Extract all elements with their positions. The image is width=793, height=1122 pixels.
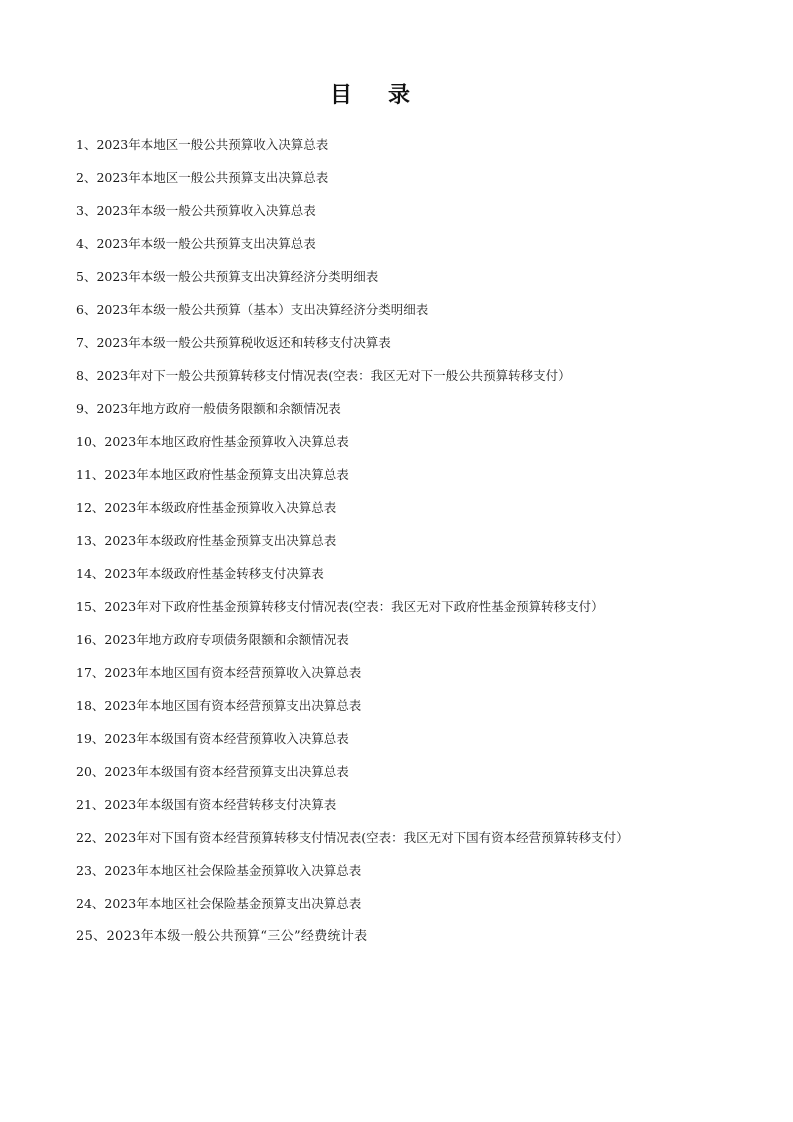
- toc-item: 9、2023年地方政府一般债务限额和余额情况表: [76, 401, 341, 416]
- toc-item: 11、2023年本地区政府性基金预算支出决算总表: [76, 467, 349, 482]
- toc-item: 12、2023年本级政府性基金预算收入决算总表: [76, 500, 337, 515]
- toc-item: 24、2023年本地区社会保险基金预算支出决算总表: [76, 896, 362, 911]
- page-title: [0, 78, 740, 109]
- title-char-1: 目: [329, 83, 352, 108]
- toc-item: 14、2023年本级政府性基金转移支付决算表: [76, 566, 324, 581]
- toc-item: 10、2023年本地区政府性基金预算收入决算总表: [76, 434, 349, 449]
- toc-item: 2、2023年本地区一般公共预算支出决算总表: [76, 170, 329, 185]
- toc-item: 20、2023年本级国有资本经营预算支出决算总表: [76, 764, 349, 779]
- toc-item: 3、2023年本级一般公共预算收入决算总表: [76, 203, 316, 218]
- toc-item: 25、2023年本级一般公共预算“三公”经费统计表: [76, 929, 368, 944]
- toc-item: 5、2023年本级一般公共预算支出决算经济分类明细表: [76, 269, 379, 284]
- toc-item: 23、2023年本地区社会保险基金预算收入决算总表: [76, 863, 362, 878]
- toc-item: 13、2023年本级政府性基金预算支出决算总表: [76, 533, 337, 548]
- toc-item: 6、2023年本级一般公共预算（基本）支出决算经济分类明细表: [76, 302, 429, 317]
- toc-item: 1、2023年本地区一般公共预算收入决算总表: [76, 137, 329, 152]
- toc-item: 15、2023年对下政府性基金预算转移支付情况表(空表：我区无对下政府性基金预算转移支付）: [76, 599, 604, 614]
- toc-item: 7、2023年本级一般公共预算税收返还和转移支付决算表: [76, 335, 391, 350]
- toc-item: 8、2023年对下一般公共预算转移支付情况表(空表：我区无对下一般公共预算转移支付）: [76, 368, 571, 383]
- toc-item: 22、2023年对下国有资本经营预算转移支付情况表(空表：我区无对下国有资本经营预算转移支付）: [76, 830, 629, 845]
- title-char-2: 录: [388, 83, 411, 108]
- toc-item: 17、2023年本地区国有资本经营预算收入决算总表: [76, 665, 362, 680]
- toc-item: 21、2023年本级国有资本经营转移支付决算表: [76, 797, 337, 812]
- toc-item: 18、2023年本地区国有资本经营预算支出决算总表: [76, 698, 362, 713]
- toc-item: 16、2023年地方政府专项债务限额和余额情况表: [76, 632, 349, 647]
- toc-item: 19、2023年本级国有资本经营预算收入决算总表: [76, 731, 349, 746]
- toc-item: 4、2023年本级一般公共预算支出决算总表: [76, 236, 316, 251]
- table-of-contents: [76, 133, 756, 958]
